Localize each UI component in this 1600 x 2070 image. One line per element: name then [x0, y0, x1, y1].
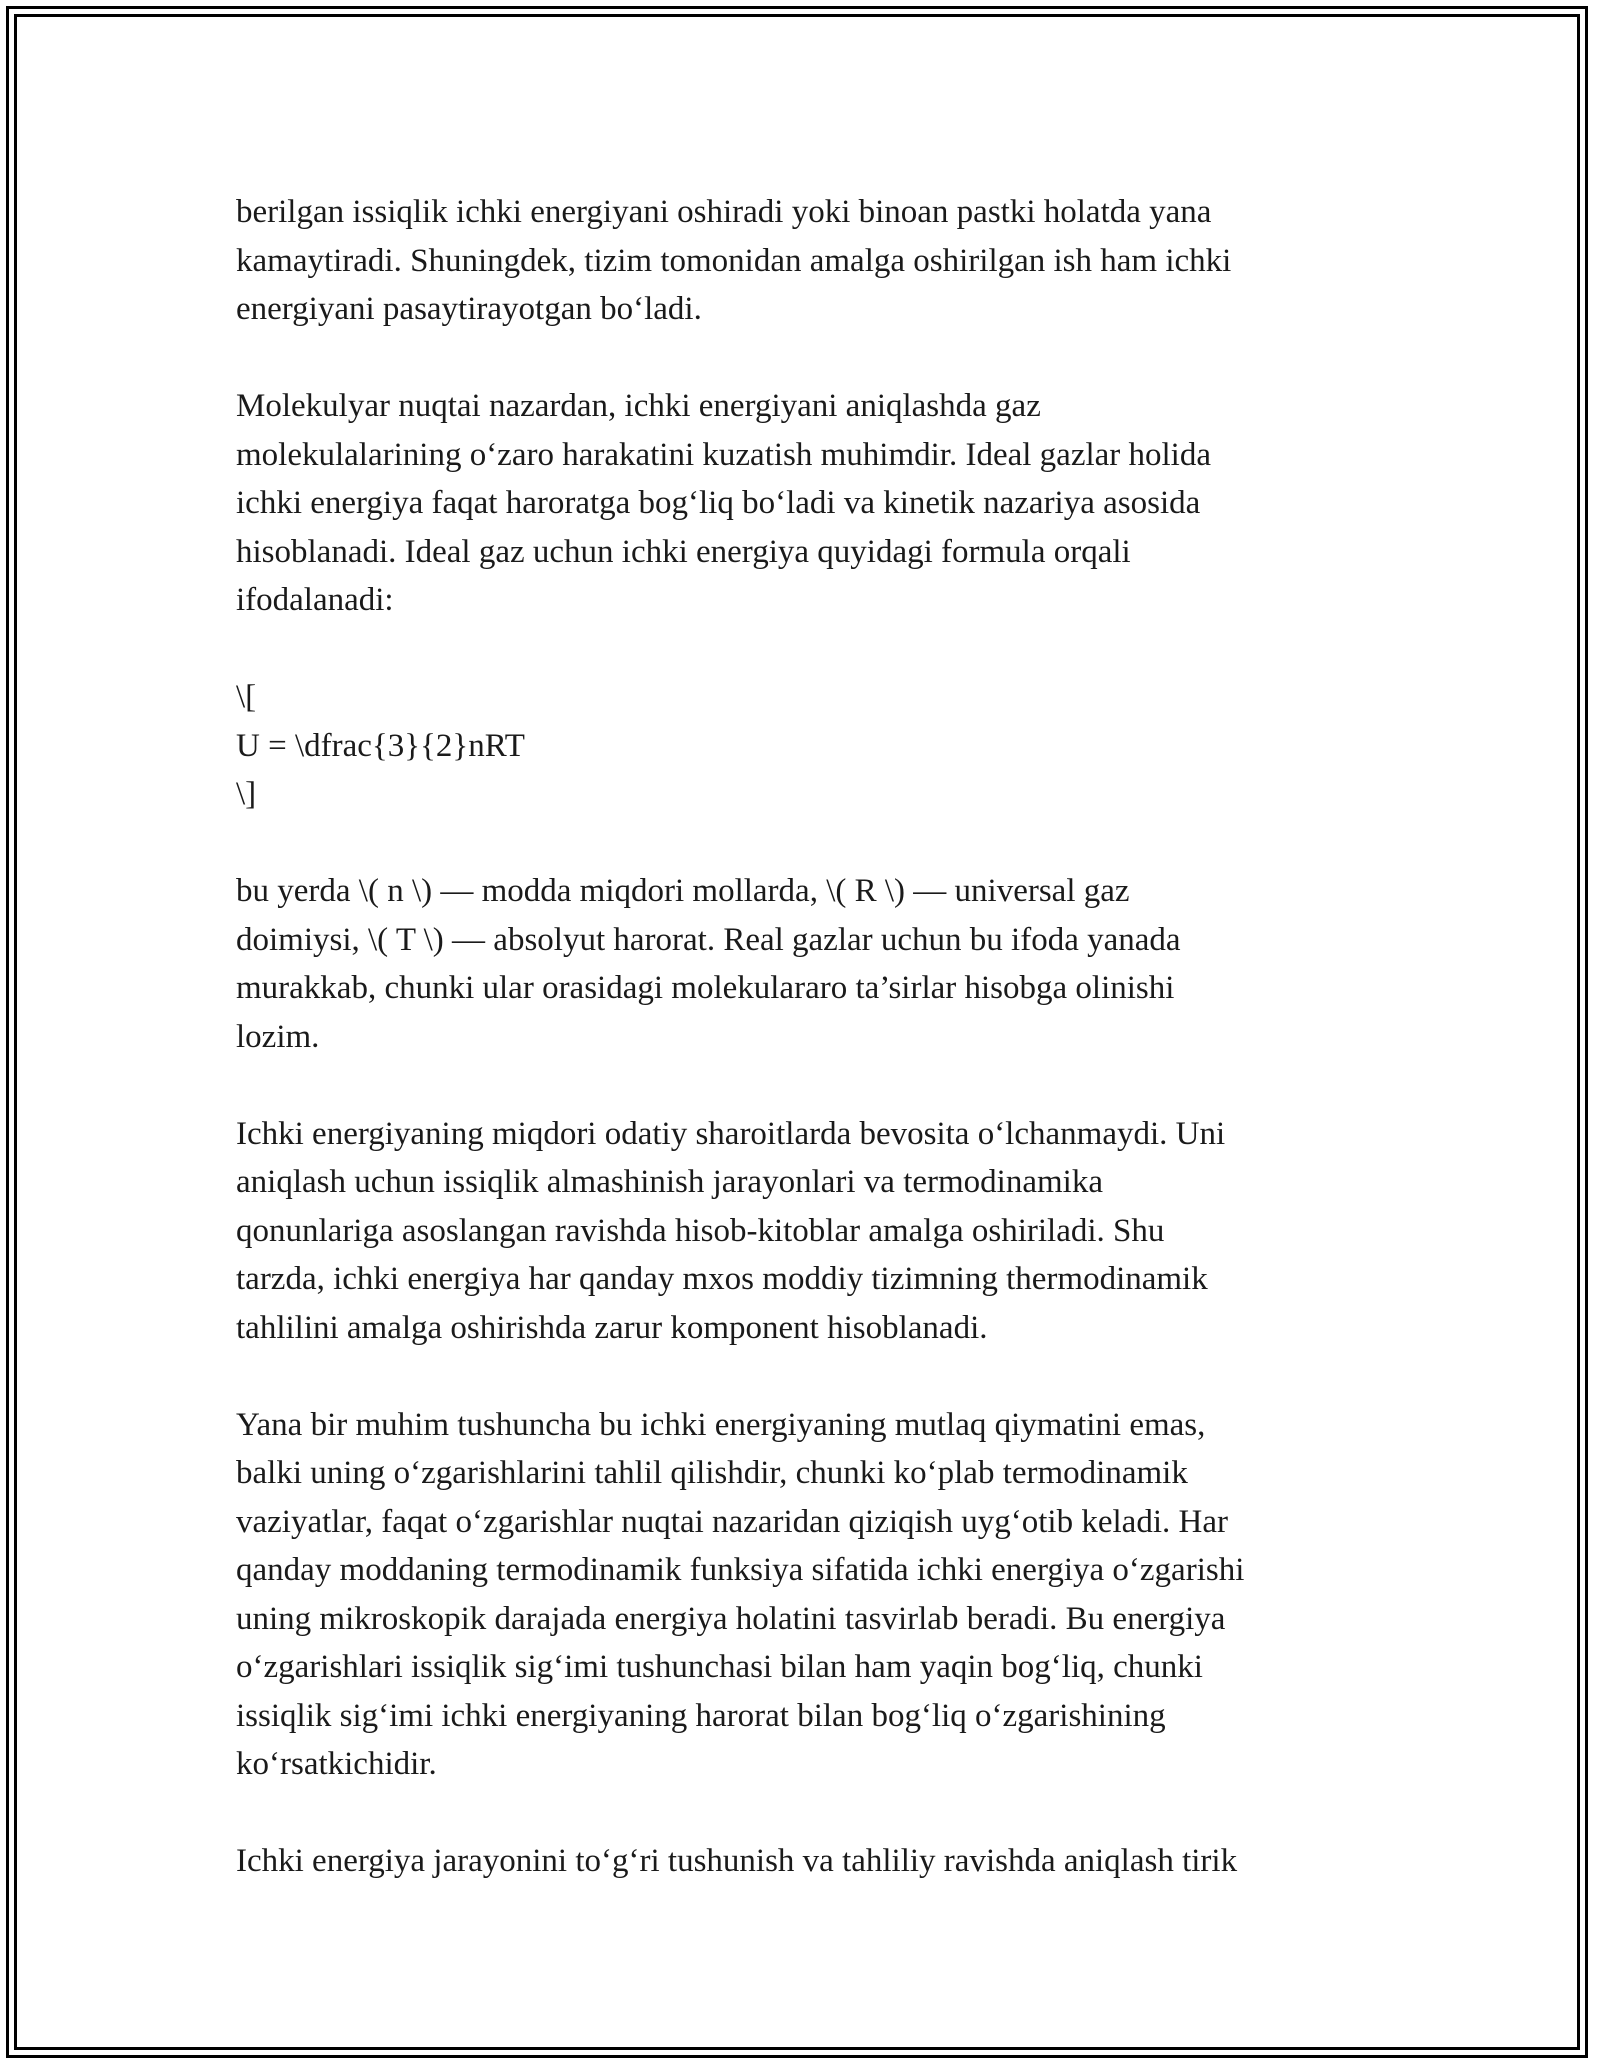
formula-internal-energy: \[ U = \dfrac{3}{2}nRT \]	[236, 679, 525, 812]
paragraph-changes: Yana bir muhim tushuncha bu ichki energiyaning mutlaq qiymatini emas, balki uning o‘zgarishlarini tahlil qilishdir, chunki ko‘plab termodinamik vaziyatlar, faqat o‘zgarishlar nuqtai nazaridan qiziqish uyg‘otib keladi. Har qanday moddaning termodinamik funksiya sifatida ichki energiya o‘zgarishi uning mikroskopik darajada energiya holatini tasvirlab beradi. Bu energiya o‘zgarishlari issiqlik sig‘imi tushunchasi bilan ham yaqin bog‘liq, chunki issiqlik sig‘imi ichki energiyaning harorat bilan bog‘liq o‘zgarishining ko‘rsatkichidir.	[236, 1406, 1245, 1782]
paragraph-molecular-view: Molekulyar nuqtai nazardan, ichki energiyani aniqlashda gaz molekulalarining o‘zaro harakatini kuzatish muhimdir. Ideal gazlar holida ichki energiya faqat haroratga bog‘liq bo‘ladi va kinetik nazariya asosida hisoblanadi. Ideal gaz uchun ichki energiya quyidagi formula orqali ifodalanadi:	[236, 388, 1211, 618]
paragraph-heat-work: berilgan issiqlik ichki energiyani oshiradi yoki binoan pastki holatda yana kamaytiradi. Shuningdek, tizim tomonidan amalga oshirilgan ish ham ichki energiyani pasaytirayotgan bo‘ladi.	[236, 194, 1232, 327]
paragraph-conclusion: Ichki energiya jarayonini to‘g‘ri tushunish va tahliliy ravishda aniqlash tirik	[236, 1843, 1238, 1879]
paragraph-measurement: Ichki energiyaning miqdori odatiy sharoitlarda bevosita o‘lchanmaydi. Uni aniqlash uchun issiqlik almashinish jarayonlari va termodinamika qonunlariga asoslangan ravishda hisob-kitoblar amalga oshiriladi. Shu tarzda, ichki energiya har qanday mxos moddiy tizimning thermodinamik tahlilini amalga oshirishda zarur komponent hisoblanadi.	[236, 1115, 1226, 1346]
document-body	[236, 188, 1366, 1886]
paragraph-formula-explanation: bu yerda \( n \) — modda miqdori mollarda, \( R \) — universal gaz doimiysi, \( T \) — absolyut harorat. Real gazlar uchun bu ifoda yanada murakkab, chunki ular orasidagi molekulararo ta’sirlar hisobga olinishi lozim.	[236, 873, 1181, 1055]
